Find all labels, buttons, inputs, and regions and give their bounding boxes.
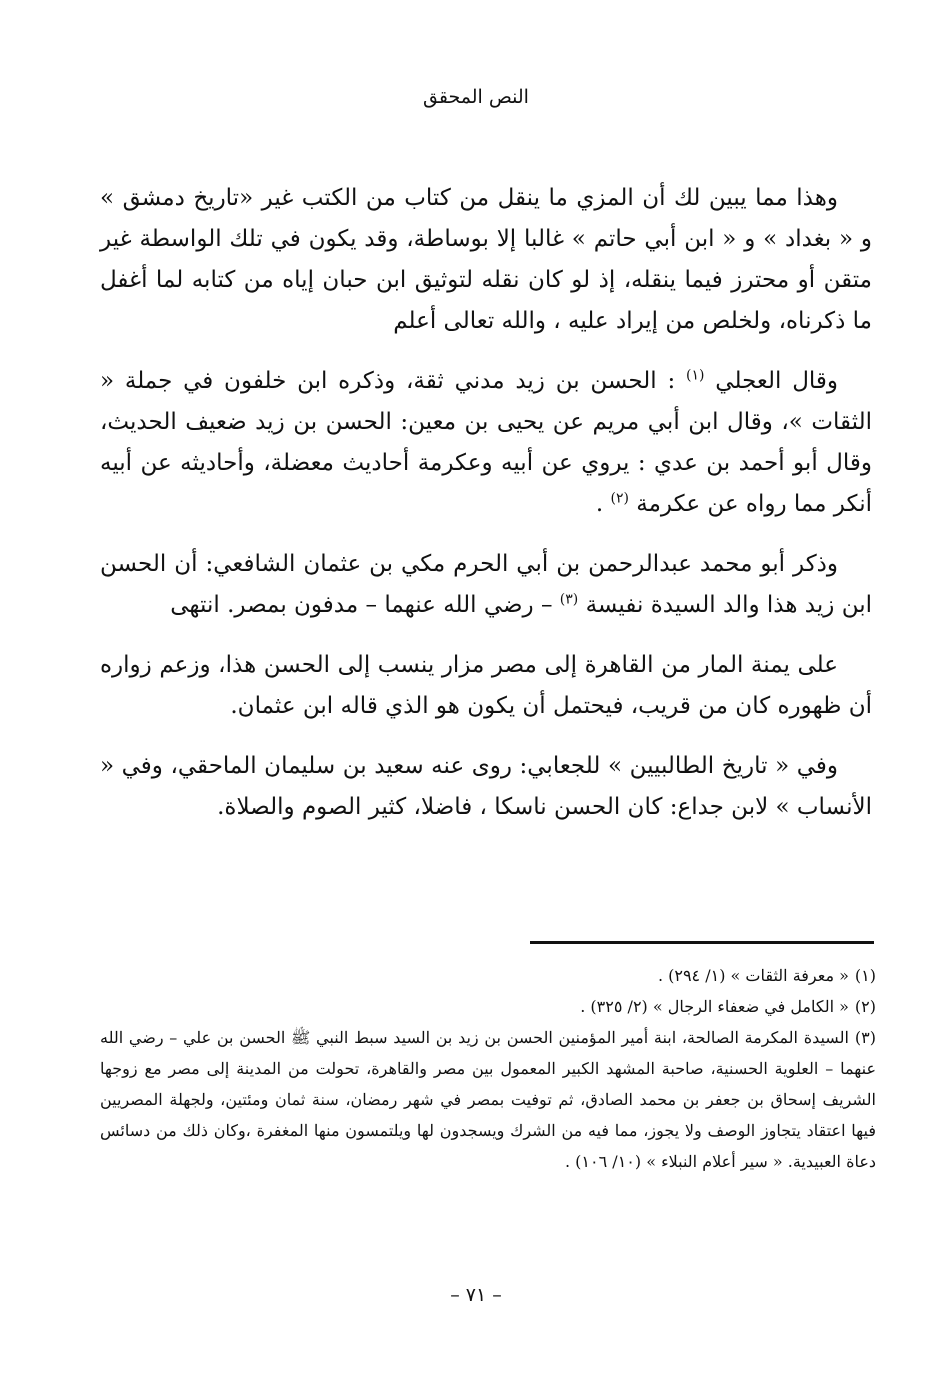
paragraph-2-part-1: وقال العجلي bbox=[715, 368, 839, 394]
main-text bbox=[100, 178, 872, 847]
footnote-number-3: (٣) bbox=[854, 1028, 876, 1047]
paragraph-4: على يمنة المار من القاهرة إلى مصر مزار ينسب إلى الحسن هذا، وزعم زواره أن ظهوره كان من قريب، فيحتمل أن يكون هو الذي قاله ابن عثمان. bbox=[100, 652, 872, 719]
paragraph-3-part-1: وذكر أبو محمد عبدالرحمن بن أبي الحرم مكي بن عثمان الشافعي: أن الحسن ابن زيد هذا والد السيدة نفيسة bbox=[100, 551, 872, 618]
running-title: النص المحقق bbox=[423, 86, 529, 108]
footnote-text-3: السيدة المكرمة الصالحة، ابنة أمير المؤمنين الحسن بن زيد بن السيد سبط النبي ﷺ الحسن بن علي – رضي الله عنهما – العلوية الحسنية، صاحبة المشهد الكبير المعمول بين مصر والقاهرة، تحولت من المدينة إلى مصر مع زوجها الشريف إسحاق بن جعفر بن محمد الصادق، ثم توفيت بمصر في شهر رمضان، سنة ثمان ومئتين، ولجهلة المصريين فيها اعتقاد يتجاوز الوصف ولا يجوز، مما فيه من الشرك ويسجدون لها ويلتمسون منها المغفرة ،وكان ذلك من دسائس دعاة العبيدية. « سير أعلام النبلاء » (١٠/ ١٠٦) . bbox=[100, 1028, 876, 1171]
footnote-3 bbox=[100, 1022, 876, 1177]
footnote-ref-2: (٢) bbox=[610, 490, 629, 507]
footnote-number-1: (١) bbox=[854, 966, 876, 985]
paragraph-2 bbox=[100, 361, 872, 525]
paragraph-3 bbox=[100, 544, 872, 626]
paragraph-5: وفي « تاريخ الطالبيين » للجعابي: روى عنه سعيد بن سليمان الماحقي، وفي « الأنساب » لابن جداع: كان الحسن ناسكا ، فاضلا، كثير الصوم والصلاة. bbox=[100, 753, 872, 820]
footnote-text-1: « معرفة الثقات » (١/ ٢٩٤) . bbox=[657, 966, 849, 985]
paragraph-2-part-2: : الحسن بن زيد مدني ثقة، وذكره ابن خلفون في جملة « الثقات »، وقال ابن أبي مريم عن يحيى بن معين: الحسن بن زيد ضعيف الحديث، وقال أبو أحمد بن عدي : يروي عن أبيه وعكرمة أحاديث معضلة، وأحاديثه عن أبيه أنكر مما رواه عن عكرمة bbox=[100, 368, 872, 517]
footnote-ref-3: (٣) bbox=[559, 591, 579, 608]
footnote-1 bbox=[100, 960, 876, 991]
footnote-ref-1: (١) bbox=[686, 367, 705, 384]
footnote-number-2: (٢) bbox=[854, 997, 876, 1016]
paragraph-3-part-2: – رضي الله عنهما – مدفون بمصر. انتهى bbox=[170, 592, 553, 618]
footnotes bbox=[100, 960, 876, 1177]
paragraph-2-part-3: . bbox=[595, 491, 604, 517]
footnote-2 bbox=[100, 991, 876, 1022]
footnote-text-2: « الكامل في ضعفاء الرجال » (٢/ ٣٢٥) . bbox=[580, 997, 849, 1016]
footnote-separator bbox=[530, 941, 874, 944]
page-number: – ٧١ – bbox=[450, 1284, 502, 1306]
paragraph-1: وهذا مما يبين لك أن المزي ما ينقل من كتاب من الكتب غير «تاريخ دمشق » و « بغداد » و « ابن أبي حاتم » غالبا إلا بوساطة، وقد يكون في تلك الواسطة غير متقن أو محترز فيما ينقله، إذ لو كان نقله لتوثيق ابن حبان إياه من كتابه لما أغفل ما ذكرناه، ولخلص من إيراد عليه ، والله تعالى أعلم bbox=[100, 185, 872, 334]
